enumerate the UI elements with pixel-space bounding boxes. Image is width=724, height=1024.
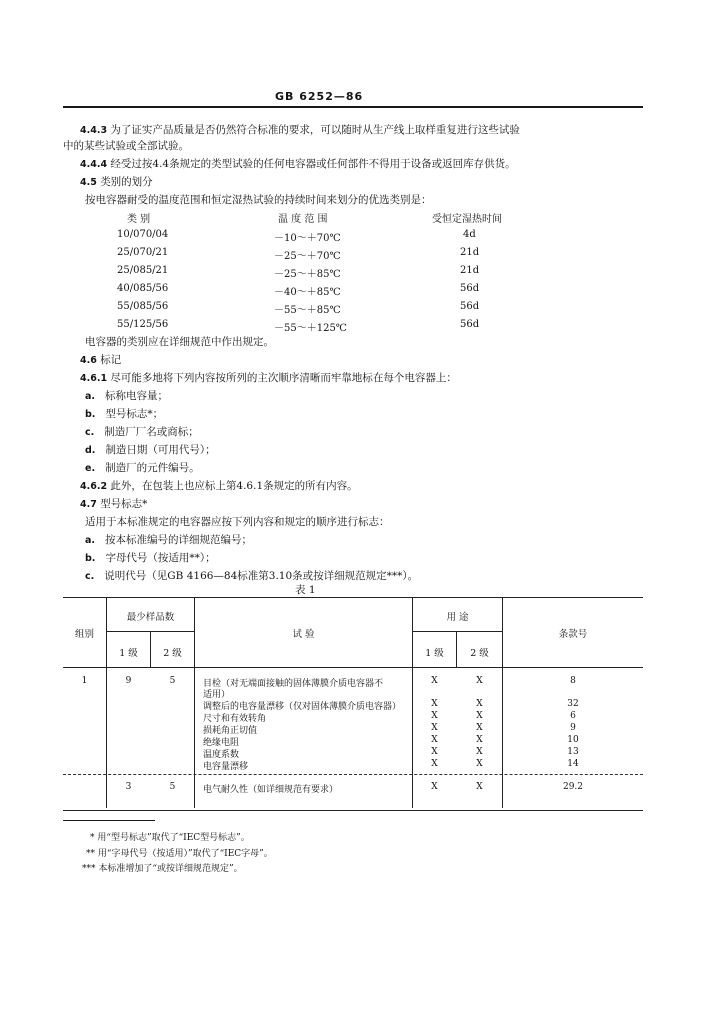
- table-divider: [107, 631, 194, 632]
- cell-use1: X: [431, 747, 438, 757]
- cell-test-name: 电容量漂移: [203, 762, 249, 772]
- item-text: 说明代号（见GB 4166—84标准第3.10条或按详细规范规定***）。: [104, 570, 419, 582]
- cell-use2: X: [476, 699, 483, 709]
- footnote-rule: [63, 820, 155, 821]
- clause-4-6-heading: [80, 353, 121, 368]
- clause-4-7-heading: [80, 497, 147, 512]
- clause-number: 4.6.1: [80, 373, 108, 384]
- footnote: ** 用“字母代号（按适用）”取代了“IEC字母”。: [86, 849, 273, 859]
- header-usage: 用 途: [446, 612, 469, 623]
- cell-min2: 5: [169, 676, 176, 686]
- item-text: 制造日期（可用代号）；: [105, 444, 216, 456]
- category-row-time: 21d: [460, 265, 480, 276]
- marking-item: [85, 389, 168, 404]
- cell-test-name: 温度系数: [203, 750, 240, 760]
- item-label: b.: [85, 409, 96, 420]
- clause-title: 类别的划分: [100, 176, 153, 188]
- cell-test-name: 绝缘电阻: [203, 738, 240, 748]
- clause-text: 为了证实产品质量是否仍然符合标准的要求，可以随时从生产线上取样重复进行这些试验: [110, 124, 520, 136]
- footnote: * 用“型号标志”取代了“IEC型号标志”。: [90, 833, 250, 843]
- marking-item: [85, 443, 216, 458]
- category-row-temp: －25～＋85℃: [274, 269, 341, 280]
- cell-use2: X: [476, 723, 483, 733]
- clause-title: 型号标志*: [100, 498, 148, 510]
- marking-item: [85, 407, 163, 422]
- cell-min2: 5: [169, 782, 176, 792]
- clause-number: 4.5: [80, 177, 97, 188]
- clause-number: 4.4.3: [80, 125, 108, 136]
- category-row-temp: －25～＋70℃: [274, 251, 341, 262]
- category-row-class: 55/125/56: [117, 319, 169, 330]
- cell-clause: 6: [570, 711, 576, 721]
- item-text: 制造厂的元件编号。: [105, 462, 200, 474]
- category-row-temp: －10～＋70℃: [274, 233, 341, 244]
- item-label: a.: [85, 391, 96, 402]
- cell-use2: X: [476, 735, 483, 745]
- document-code: GB 6252—86: [275, 90, 364, 103]
- category-row-time: 56d: [460, 283, 480, 294]
- item-text: 型号标志*；: [105, 408, 164, 420]
- item-label: d.: [85, 445, 96, 456]
- clause-4-4-3-line1: [80, 123, 520, 138]
- cell-use2: X: [476, 711, 483, 721]
- table-divider-dashed: [63, 774, 643, 775]
- marking-item: [85, 425, 199, 440]
- category-row-class: 40/085/56: [117, 283, 169, 294]
- table-divider: [413, 631, 502, 632]
- type-item: [85, 533, 252, 548]
- clause-4-5-intro: 按电容器耐受的温度范围和恒定湿热试验的持续时间来划分的优选类别是：: [85, 194, 432, 206]
- clause-number: 4.4.4: [80, 159, 108, 170]
- table-caption: 表 1: [295, 584, 316, 596]
- clause-text: 此外，在包装上也应标上第4.6.1条规定的所有内容。: [110, 480, 358, 492]
- clause-4-4-3-line2: 中的某些试验或全部试验。: [63, 140, 189, 152]
- category-row-class: 25/070/21: [117, 247, 169, 258]
- header-use1: 1 级: [425, 648, 444, 659]
- header-group: 组别: [74, 629, 94, 640]
- clause-4-6-1: [80, 371, 457, 386]
- clause-title: 标记: [100, 354, 122, 366]
- category-row-class: 10/070/04: [117, 229, 169, 240]
- cell-use2: X: [476, 759, 483, 769]
- category-row-time: 56d: [460, 319, 480, 330]
- item-label: b.: [85, 553, 96, 564]
- category-row-time: 21d: [460, 247, 480, 258]
- cell-clause: 13: [567, 747, 579, 757]
- cell-min1: 9: [125, 676, 132, 686]
- category-header-temp: 温 度 范 围: [278, 214, 328, 225]
- item-text: 制造厂厂名或商标；: [104, 426, 199, 438]
- item-label: e.: [85, 463, 96, 474]
- cell-use2: X: [476, 747, 483, 757]
- cell-clause: 29.2: [562, 782, 584, 792]
- category-header-humidity: 受恒定湿热时间: [432, 214, 502, 225]
- category-row-temp: －40～＋85℃: [274, 287, 341, 298]
- category-row-class: 25/085/21: [117, 265, 169, 276]
- clause-4-5-heading: [80, 175, 153, 190]
- cell-use2: X: [476, 782, 483, 792]
- item-text: 按本标准编号的详细规范编号；: [105, 534, 253, 546]
- clause-4-4-4: [80, 157, 516, 172]
- item-text: 标称电容量；: [105, 390, 169, 402]
- cell-test-name: 适用）: [203, 690, 231, 700]
- table-divider: [63, 667, 643, 668]
- item-label: a.: [85, 535, 96, 546]
- clause-number: 4.6.2: [80, 481, 108, 492]
- clause-4-6-2: [80, 479, 358, 494]
- category-header-class: 类 别: [127, 214, 151, 225]
- cell-test-name: 损耗角正切值: [203, 726, 258, 736]
- cell-use1: X: [431, 735, 438, 745]
- clause-number: 4.6: [80, 355, 97, 366]
- cell-use1: X: [431, 676, 438, 686]
- clause-4-5-note: 电容器的类别应在详细规范中作出规定。: [85, 336, 274, 348]
- clause-4-7-intro: 适用于本标准规定的电容器应按下列内容和规定的顺序进行标志：: [85, 516, 390, 528]
- header-level2: 2 级: [163, 648, 182, 659]
- cell-test-name: 调整后的电容量漂移（仅对固体薄膜介质电容器）: [203, 702, 402, 712]
- cell-clause: 10: [567, 735, 579, 745]
- cell-use1: X: [431, 711, 438, 721]
- cell-clause: 14: [567, 759, 579, 769]
- footnote: *** 本标准增加了“或按详细规范规定”。: [82, 864, 243, 874]
- header-min-samples: 最少样品数: [126, 612, 175, 623]
- header-rule: [63, 106, 643, 108]
- clause-text: 经受过按4.4条规定的类型试验的任何电容器或任何部件不得用于设备或返回库存供货。: [110, 158, 516, 170]
- header-use2: 2 级: [470, 648, 489, 659]
- table-divider: [106, 598, 107, 808]
- clause-text: 尽可能多地将下列内容按所列的主次顺序清晰而牢靠地标在每个电容器上：: [110, 372, 457, 384]
- type-item: [85, 569, 418, 584]
- header-test: 试 验: [292, 629, 315, 640]
- category-row-temp: －55～＋85℃: [274, 305, 341, 316]
- item-text: 字母代号（按适用**）；: [105, 552, 216, 564]
- cell-clause: 8: [570, 676, 576, 686]
- cell-test-name: 目检（对无端面接触的固体薄膜介质电容器不: [203, 679, 384, 689]
- clause-number: 4.7: [80, 499, 97, 510]
- cell-test-name: 电气耐久性（如详细规范有要求）: [203, 785, 339, 795]
- cell-clause: 9: [570, 723, 576, 733]
- cell-test-name: 尺寸和有效转角: [203, 714, 267, 724]
- item-label: c.: [85, 427, 95, 438]
- item-label: c.: [85, 571, 95, 582]
- marking-item: [85, 461, 200, 476]
- type-item: [85, 551, 216, 566]
- cell-use1: X: [431, 759, 438, 769]
- cell-clause: 32: [567, 699, 579, 709]
- header-level1: 1 级: [119, 648, 138, 659]
- category-row-temp: －55～＋125℃: [274, 323, 347, 334]
- cell-use1: X: [431, 782, 438, 792]
- category-row-class: 55/085/56: [117, 301, 169, 312]
- table-1: [63, 597, 643, 811]
- cell-use1: X: [431, 699, 438, 709]
- cell-group: 1: [81, 676, 88, 686]
- header-clause: 条款号: [558, 629, 588, 640]
- category-row-time: 56d: [460, 301, 480, 312]
- cell-min1: 3: [125, 782, 132, 792]
- category-row-time: 4d: [463, 229, 476, 240]
- cell-use2: X: [476, 676, 483, 686]
- cell-use1: X: [431, 723, 438, 733]
